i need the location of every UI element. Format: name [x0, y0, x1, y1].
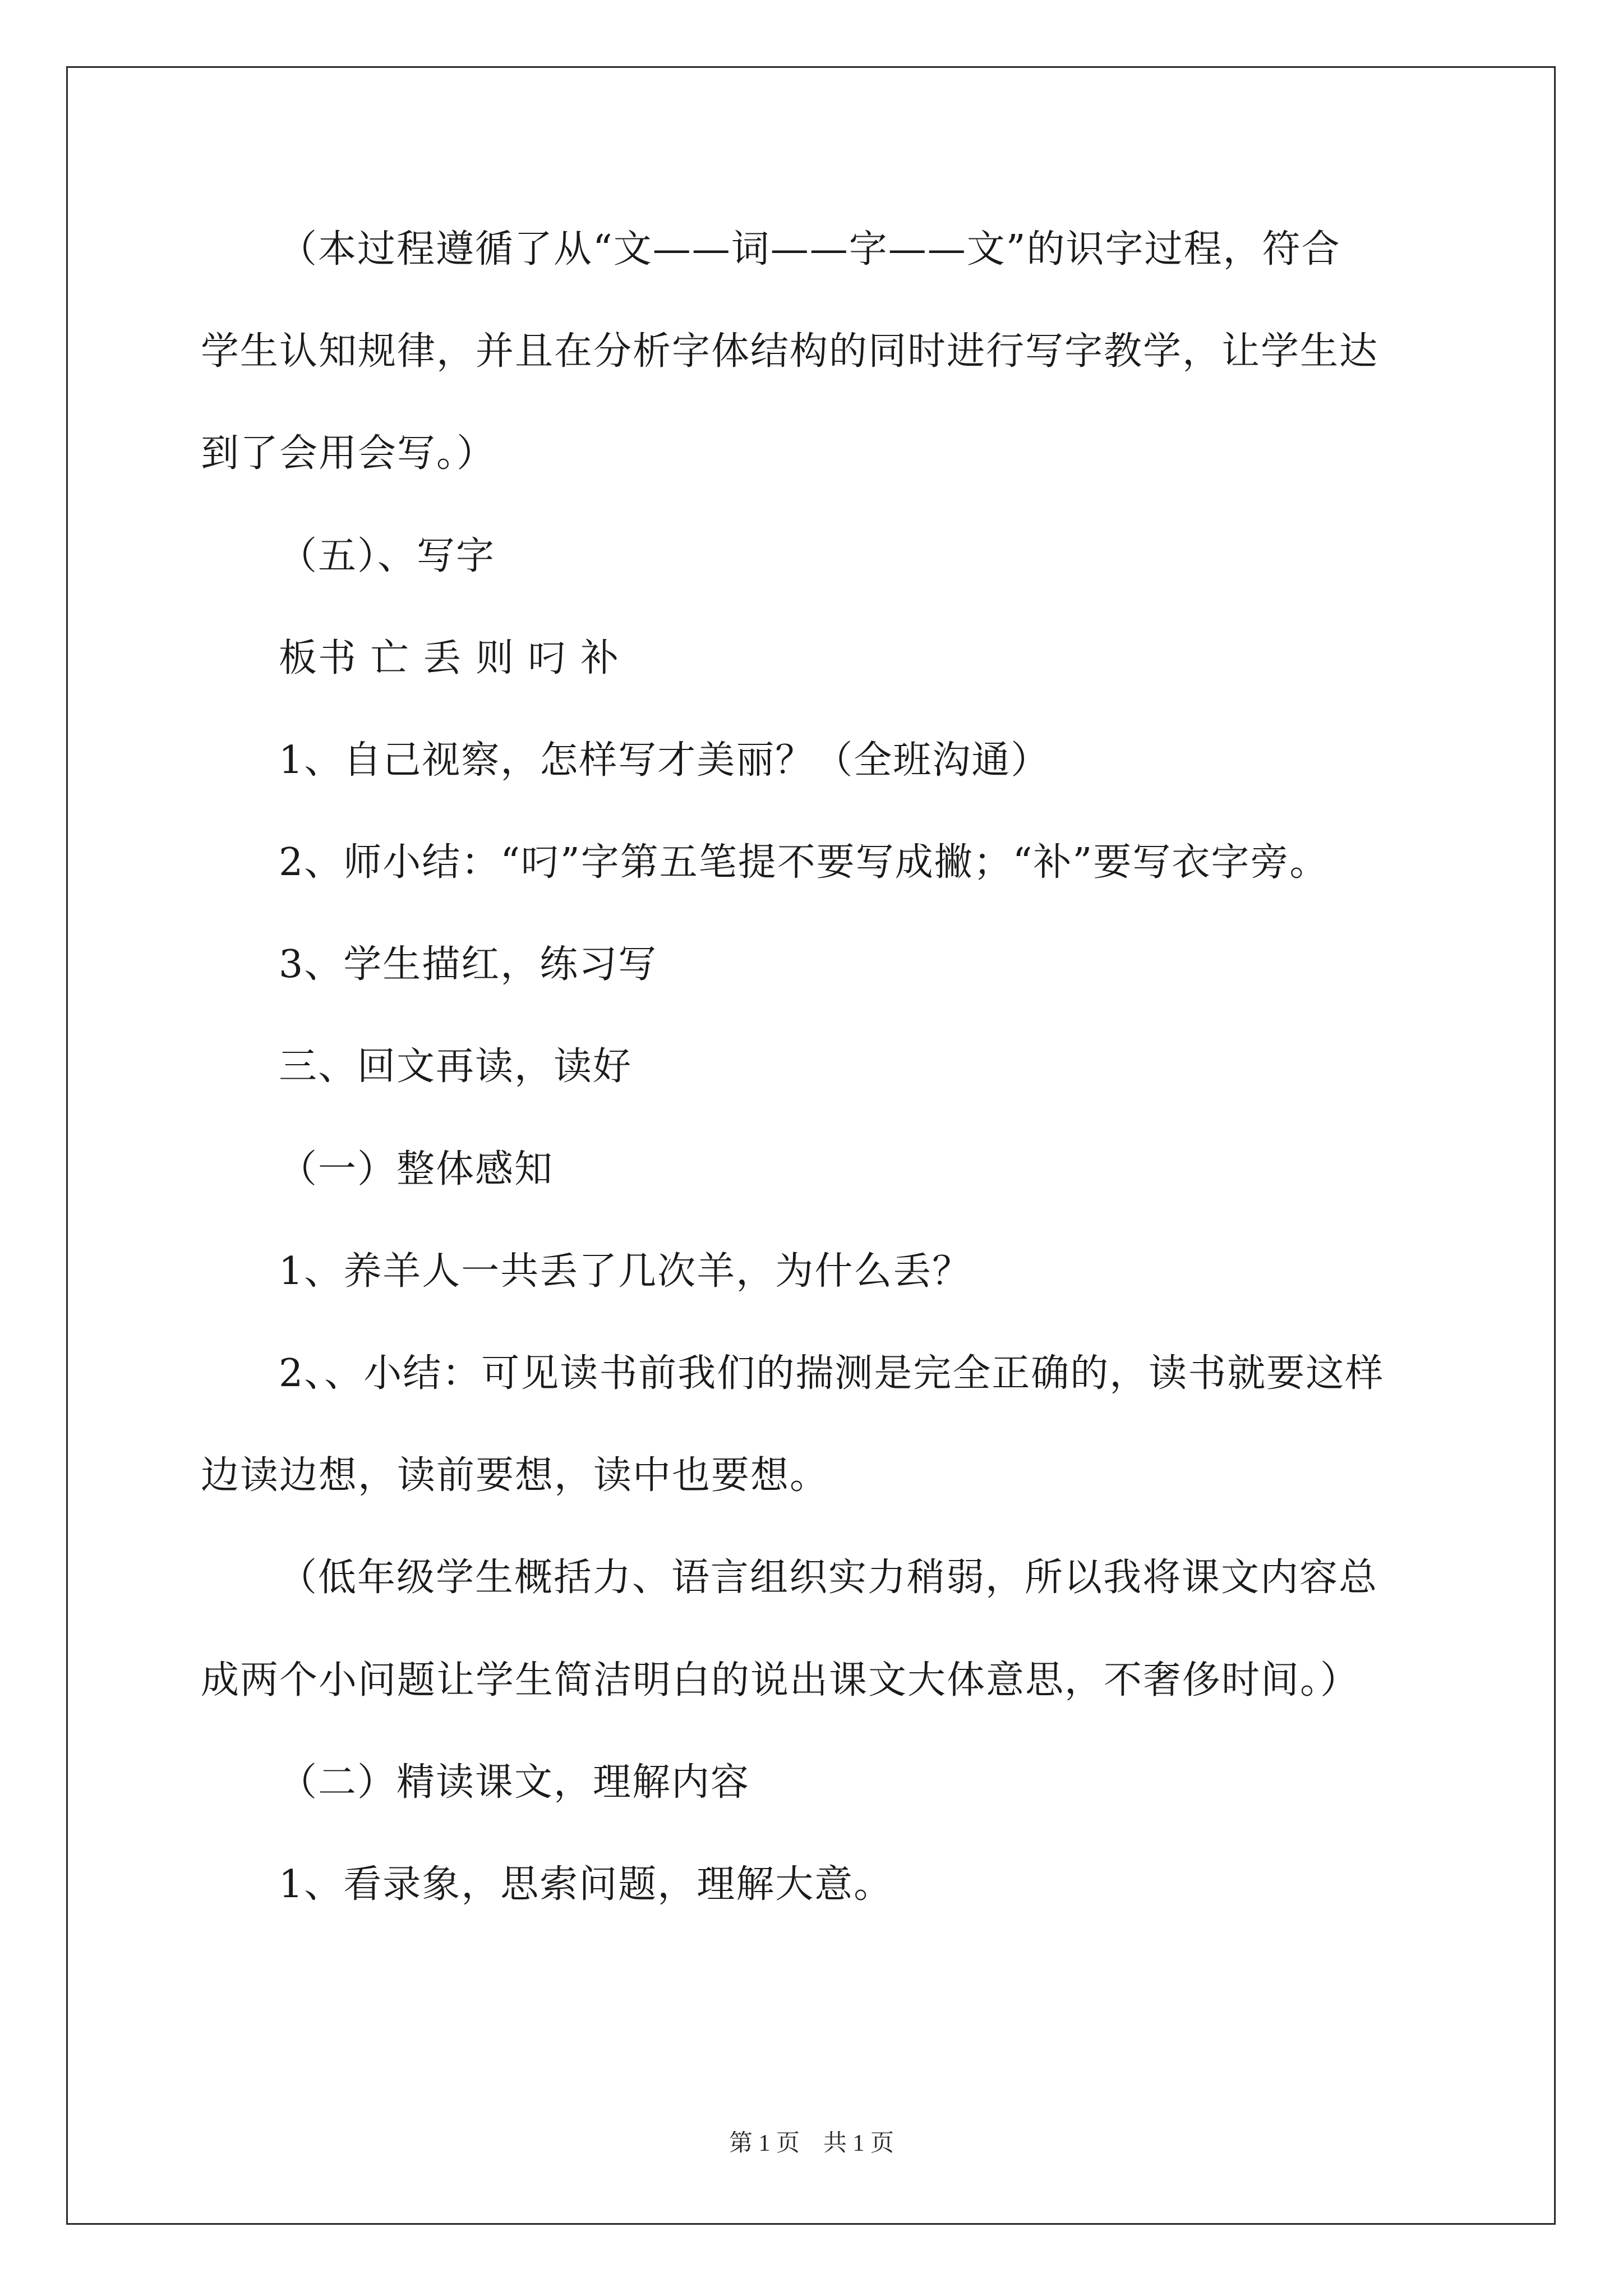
paragraph-line: 成两个小问题让学生简洁明白的说出课文大体意思，不奢侈时间。） — [201, 1658, 1360, 1703]
section-heading: （五）、写字 — [279, 534, 496, 578]
section-heading: （一）整体感知 — [279, 1147, 554, 1191]
list-item: 1、看录象，思索问题，理解大意。 — [279, 1862, 893, 1907]
section-heading: 三、回文再读，读好 — [279, 1045, 633, 1089]
section-heading: （二）精读课文，理解内容 — [279, 1760, 750, 1805]
list-item: 3、学生描红，练习写 — [279, 942, 658, 987]
list-item: 2、、小结：可见读书前我们的揣测是完全正确的，读书就要这样 — [279, 1351, 1385, 1396]
page-number-footer: 第 1 页 共 1 页 — [728, 2131, 894, 2156]
list-item: 2、师小结：“叼”字第五笔提不要写成撇；“补”要写衣字旁。 — [279, 840, 1329, 885]
paragraph-line: 学生认知规律，并且在分析字体结构的同时进行写字教学，让学生达 — [201, 329, 1379, 374]
paragraph-line: 板书 亡 丢 则 叼 补 — [279, 636, 620, 680]
paragraph-line: 边读边想，读前要想，读中也要想。 — [201, 1453, 829, 1498]
paragraph-line: （本过程遵循了从“文——词——字——文”的识字过程，符合 — [279, 227, 1341, 272]
list-item: 1、自己视察，怎样写才美丽？（全班沟通） — [279, 738, 1050, 783]
paragraph-line: （低年级学生概括力、语言组织实力稍弱，所以我将课文内容总 — [279, 1556, 1378, 1600]
paragraph-line: 到了会用会写。） — [201, 431, 496, 476]
list-item: 1、养羊人一共丢了几次羊，为什么丢？ — [279, 1249, 972, 1294]
